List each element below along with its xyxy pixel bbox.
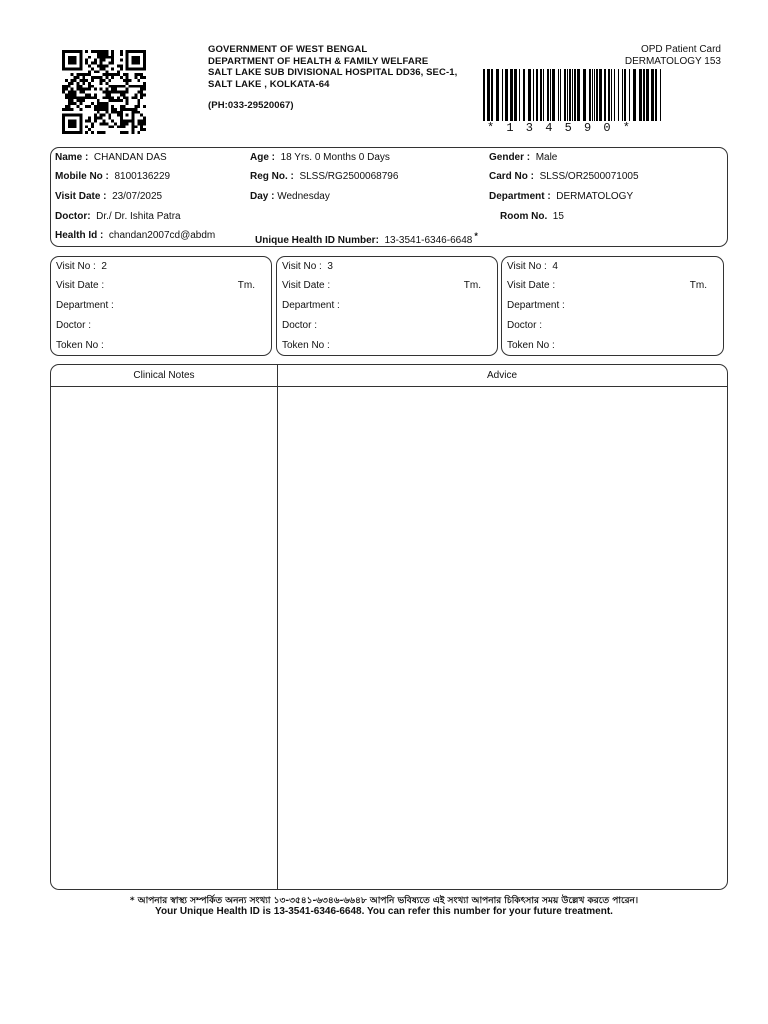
hospital-line: SALT LAKE SUB DIVISIONAL HOSPITAL DD36, SEC-1,: [208, 67, 458, 79]
patient-details-box: [50, 147, 728, 247]
gender-value: Male: [535, 152, 558, 163]
visit-doctor-label: Doctor :: [282, 320, 318, 331]
name-field: [55, 152, 167, 163]
hospital-line: DEPARTMENT OF HEALTH & FAMILY WELFARE: [208, 55, 429, 67]
visit-time-label: Tm.: [463, 280, 481, 291]
doctor-value: Dr./ Dr. Ishita Patra: [96, 211, 181, 222]
visit-no-label: Visit No :: [56, 261, 96, 272]
reg-field: [250, 171, 398, 182]
visit-box-4: [501, 256, 724, 356]
reg-value: SLSS/RG2500068796: [299, 171, 399, 182]
visit-date-field: [55, 191, 162, 202]
mobile-field: [55, 171, 170, 182]
doctor-field: [55, 211, 181, 222]
age-label: Age :: [250, 152, 275, 163]
hospital-line: SALT LAKE , KOLKATA-64: [208, 78, 330, 90]
mobile-value: 8100136229: [114, 171, 171, 182]
visit-date-label: Visit Date :: [55, 191, 107, 202]
uhid-field: [255, 231, 478, 246]
visit-no-label: Visit No :: [507, 261, 547, 272]
reg-label: Reg No. :: [250, 171, 294, 182]
visit-date-label: Visit Date :: [507, 280, 556, 291]
department-label: Department :: [489, 191, 551, 202]
gender-field: [489, 152, 557, 163]
hospital-header: [208, 44, 457, 112]
age-value: 18 Yrs. 0 Months 0 Days: [280, 152, 390, 163]
visit-no-value: 4: [552, 261, 558, 272]
doctor-label: Doctor:: [55, 211, 91, 222]
visit-box-2: [50, 256, 272, 356]
health-id-value: chandan2007cd@abdm: [108, 230, 216, 241]
advice-heading: Advice: [486, 370, 517, 381]
card-no-value: SLSS/OR2500071005: [539, 171, 639, 182]
uhid-asterisk: *: [474, 231, 478, 241]
day-field: [250, 191, 330, 202]
name-label: Name :: [55, 152, 89, 163]
footer-english-note: Your Unique Health ID is 13-3541-6346-6648. You can refer this number for your future treatment.: [155, 906, 613, 917]
visit-no-label: Visit No :: [282, 261, 322, 272]
card-title-block: [625, 44, 721, 68]
visit-doctor-label: Doctor :: [507, 320, 543, 331]
hospital-phone: (PH:033-29520067): [208, 100, 294, 112]
visit-doctor-label: Doctor :: [56, 320, 92, 331]
health-id-label: Health Id :: [55, 230, 104, 241]
column-divider: [277, 365, 278, 889]
visit-date-label: Visit Date :: [56, 280, 105, 291]
visit-time-label: Tm.: [689, 280, 707, 291]
name-value: CHANDAN DAS: [93, 152, 167, 163]
visit-date-value: 23/07/2025: [112, 191, 163, 202]
visit-box-3: [276, 256, 498, 356]
uhid-value: 13-3541-6346-6648: [384, 235, 473, 246]
visit-token-label: Token No :: [56, 340, 104, 351]
visit-time-label: Tm.: [237, 280, 255, 291]
room-field: [500, 211, 564, 222]
visit-token-label: Token No :: [282, 340, 330, 351]
visit-no-row: [282, 261, 333, 272]
department-value: DERMATOLOGY: [556, 191, 634, 202]
barcode-text: *134590*: [487, 121, 643, 135]
card-department: DERMATOLOGY 153: [624, 56, 721, 67]
card-no-label: Card No :: [489, 171, 534, 182]
qr-code-icon: [62, 50, 146, 134]
hospital-line: GOVERNMENT OF WEST BENGAL: [208, 44, 368, 55]
notes-box: [50, 364, 728, 890]
room-value: 15: [552, 211, 564, 222]
age-field: [250, 152, 390, 163]
barcode-icon: [483, 69, 661, 121]
mobile-label: Mobile No :: [55, 171, 109, 182]
visit-no-value: 3: [327, 261, 333, 272]
visit-no-row: [507, 261, 558, 272]
day-label: Day :: [250, 191, 275, 202]
card-no-field: [489, 171, 639, 182]
visit-token-label: Token No :: [507, 340, 555, 351]
visit-department-label: Department :: [507, 300, 565, 311]
visit-department-label: Department :: [56, 300, 114, 311]
header-divider: [51, 386, 727, 387]
card-title: OPD Patient Card: [640, 44, 721, 55]
uhid-label: Unique Health ID Number:: [255, 235, 379, 246]
visit-department-label: Department :: [282, 300, 340, 311]
health-id-field: [55, 230, 215, 241]
department-field: [489, 191, 633, 202]
footer-bengali-note: * আপনার স্বাস্থ্য সম্পর্কিত অনন্য সংখ্যা ১৩-৩৫৪১-৬৩৪৬-৬৬৪৮ আপনি ভবিষ্যতে এই সংখ্যা আপনার চিকিৎসার সময় উল্লেখ করতে পারেন।: [129, 896, 639, 906]
visit-no-row: [56, 261, 107, 272]
room-label: Room No.: [500, 211, 548, 222]
visit-no-value: 2: [101, 261, 107, 272]
day-value: Wednesday: [277, 191, 330, 202]
visit-date-label: Visit Date :: [282, 280, 331, 291]
gender-label: Gender :: [489, 152, 531, 163]
clinical-notes-heading: Clinical Notes: [133, 370, 195, 381]
